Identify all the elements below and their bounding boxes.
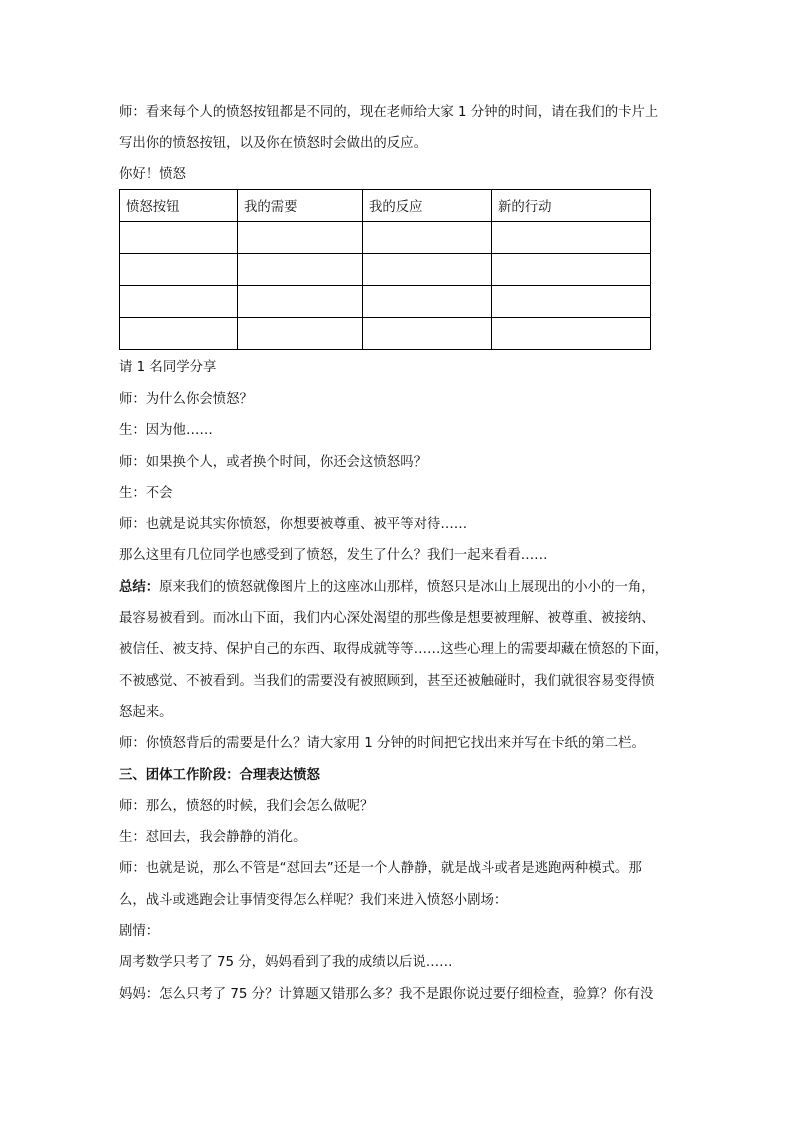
table-header-cell: 我的需要 (238, 190, 363, 222)
paragraph-16: 师：那么，愤怒的时候，我们会怎么做呢？ (119, 799, 374, 814)
summary-paragraph-line-1 (119, 578, 679, 597)
paragraph-6: 师：如果换个人，或者换个时间，你还会这愤怒吗？ (119, 455, 427, 470)
table-cell (238, 286, 363, 318)
paragraph-21: 周考数学只考了 75 分，妈妈看到了我的成绩以后说…… (119, 955, 453, 970)
paragraph-17: 生：怼回去，我会静静的消化。 (119, 830, 307, 845)
section-heading: 三、团体工作阶段：合理表达愤怒 (119, 768, 320, 783)
table-cell (492, 286, 651, 318)
paragraph-3: 请 1 名同学分享 (119, 360, 217, 375)
table-cell (363, 286, 492, 318)
table-cell (120, 222, 238, 254)
table-cell (363, 318, 492, 350)
paragraph-9: 那么这里有几位同学也感受到了愤怒，发生了什么？我们一起来看看…… (119, 548, 548, 563)
card-title: 你好！愤怒 (119, 167, 186, 182)
summary-paragraph-line-3: 被信任、被支持、保护自己的东西、取得成就等等……这些心理上的需要却藏在愤怒的下面， (119, 642, 669, 657)
paragraph-19: 么，战斗或逃跑会让事情变得怎么样呢？我们来进入愤怒小剧场： (119, 893, 508, 908)
paragraph-8: 师：也就是说其实你愤怒，你想要被尊重、被平等对待…… (119, 517, 468, 532)
table-header-cell: 新的行动 (492, 190, 651, 222)
table-cell (120, 286, 238, 318)
paragraph-18: 师：也就是说，那么不管是“怼回去”还是一个人静静，就是战斗或者是逃跑两种模式。那 (119, 861, 642, 876)
table-cell (363, 254, 492, 286)
paragraph-5: 生：因为他…… (119, 423, 213, 438)
summary-label: 总结： (119, 580, 160, 595)
table-row (120, 222, 651, 254)
paragraph-7: 生：不会 (119, 486, 173, 501)
table-header-row (120, 190, 651, 222)
table-row (120, 318, 651, 350)
table-cell (120, 318, 238, 350)
summary-text: 原来我们的愤怒就像图片上的这座冰山那样，愤怒只是冰山上展现出的小小的一角， (159, 580, 655, 595)
paragraph-15: 师：你愤怒背后的需要是什么？请大家用 1 分钟的时间把它找出来并写在卡纸的第二栏。 (119, 736, 645, 751)
table-header-cell: 我的反应 (363, 190, 492, 222)
table-cell (492, 254, 651, 286)
paragraph-2: 写出你的愤怒按钮，以及你在愤怒时会做出的反应。 (119, 136, 427, 151)
table-cell (238, 254, 363, 286)
summary-paragraph-line-4: 不被感觉、不被看到。当我们的需要没有被照顾到，甚至还被触碰时，我们就很容易变得愤 (119, 674, 655, 689)
table-cell (492, 222, 651, 254)
table-header-cell: 愤怒按钮 (120, 190, 238, 222)
table-cell (363, 222, 492, 254)
paragraph-22: 妈妈：怎么只考了 75 分？计算题又错那么多？我不是跟你说过要仔细检查，验算？你有没 (119, 987, 654, 1002)
summary-paragraph-line-2: 最容易被看到。而冰山下面，我们内心深处渴望的那些像是想要被理解、被尊重、被接纳、 (119, 611, 655, 626)
paragraph-4: 师：为什么你会愤怒？ (119, 392, 253, 407)
table-row (120, 254, 651, 286)
table-cell (492, 318, 651, 350)
table-cell (120, 254, 238, 286)
summary-paragraph-line-5: 怒起来。 (119, 705, 173, 720)
anger-card-table (119, 189, 651, 350)
table-cell (238, 318, 363, 350)
paragraph-20: 剧情： (119, 924, 160, 939)
table-row (120, 286, 651, 318)
table-cell (238, 222, 363, 254)
paragraph-1: 师：看来每个人的愤怒按钮都是不同的，现在老师给大家 1 分钟的时间，请在我们的卡片上 (119, 105, 659, 120)
